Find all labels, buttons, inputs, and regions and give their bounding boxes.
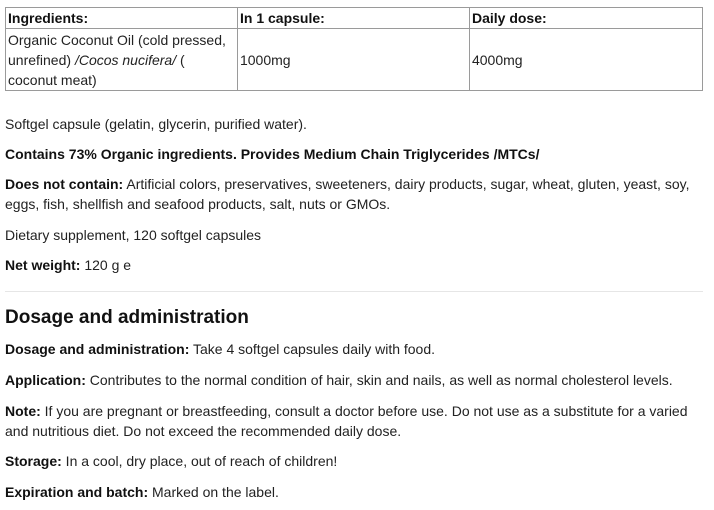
contains-statement: Contains 73% Organic ingredients. Provides Medium Chain Triglycerides /MTCs/ [5,146,540,162]
ingredient-name: Organic Coconut Oil (cold pressed, unrefined) [8,31,226,68]
capsule-info: Softgel capsule (gelatin, glycerin, purified water). [5,116,307,132]
table-row [6,29,703,91]
dosage-label: Dosage and administration: [5,341,190,357]
section-divider [5,291,703,292]
does-not-contain [5,174,705,214]
table-header-row [6,8,703,29]
application-label: Application: [5,372,86,388]
net-weight-label: Net weight: [5,257,81,273]
storage-label: Storage: [5,453,62,469]
cell-daily-dose: 4000mg [469,29,702,91]
note-line [5,401,705,441]
supplement-info: Dietary supplement, 120 softgel capsules [5,227,262,243]
storage-text: In a cool, dry place, out of reach of children! [61,453,338,469]
net-weight [5,255,705,275]
cell-ingredient [6,29,238,91]
application-text: Contributes to the normal condition of hair, skin and nails, as well as normal cholesterol levels. [85,372,673,388]
expiration-text: Marked on the label. [148,484,279,500]
note-label: Note: [5,403,41,419]
expiration-label: Expiration and batch: [5,484,149,500]
header-per-capsule: In 1 capsule: [237,8,469,29]
dosage-line [5,339,705,359]
ingredient-source: ( coconut meat) [8,51,185,88]
storage-line [5,451,705,471]
does-not-contain-label: Does not contain: [5,176,124,192]
dosage-text: Take 4 softgel capsules daily with food. [189,341,436,357]
header-ingredients: Ingredients: [6,8,238,29]
net-weight-value: 120 g e [80,257,132,273]
ingredient-latin-name: /Cocos nucifera/ [74,51,177,68]
expiration-line [5,482,705,502]
header-daily-dose: Daily dose: [469,8,702,29]
ingredients-table [5,7,703,91]
note-text: If you are pregnant or breastfeeding, consult a doctor before use. Do not use as a substitute for a varied and nutritious diet. Do not exceed the recommended daily dose. [5,403,688,439]
does-not-contain-text: Artificial colors, preservatives, sweeteners, dairy products, sugar, wheat, gluten, yeast, soy, eggs, fish, shellfish and seafood products, salt, nuts or GMOs. [5,176,690,212]
application-line [5,370,705,390]
dosage-section-title: Dosage and administration [5,307,249,328]
cell-per-capsule: 1000mg [237,29,469,91]
